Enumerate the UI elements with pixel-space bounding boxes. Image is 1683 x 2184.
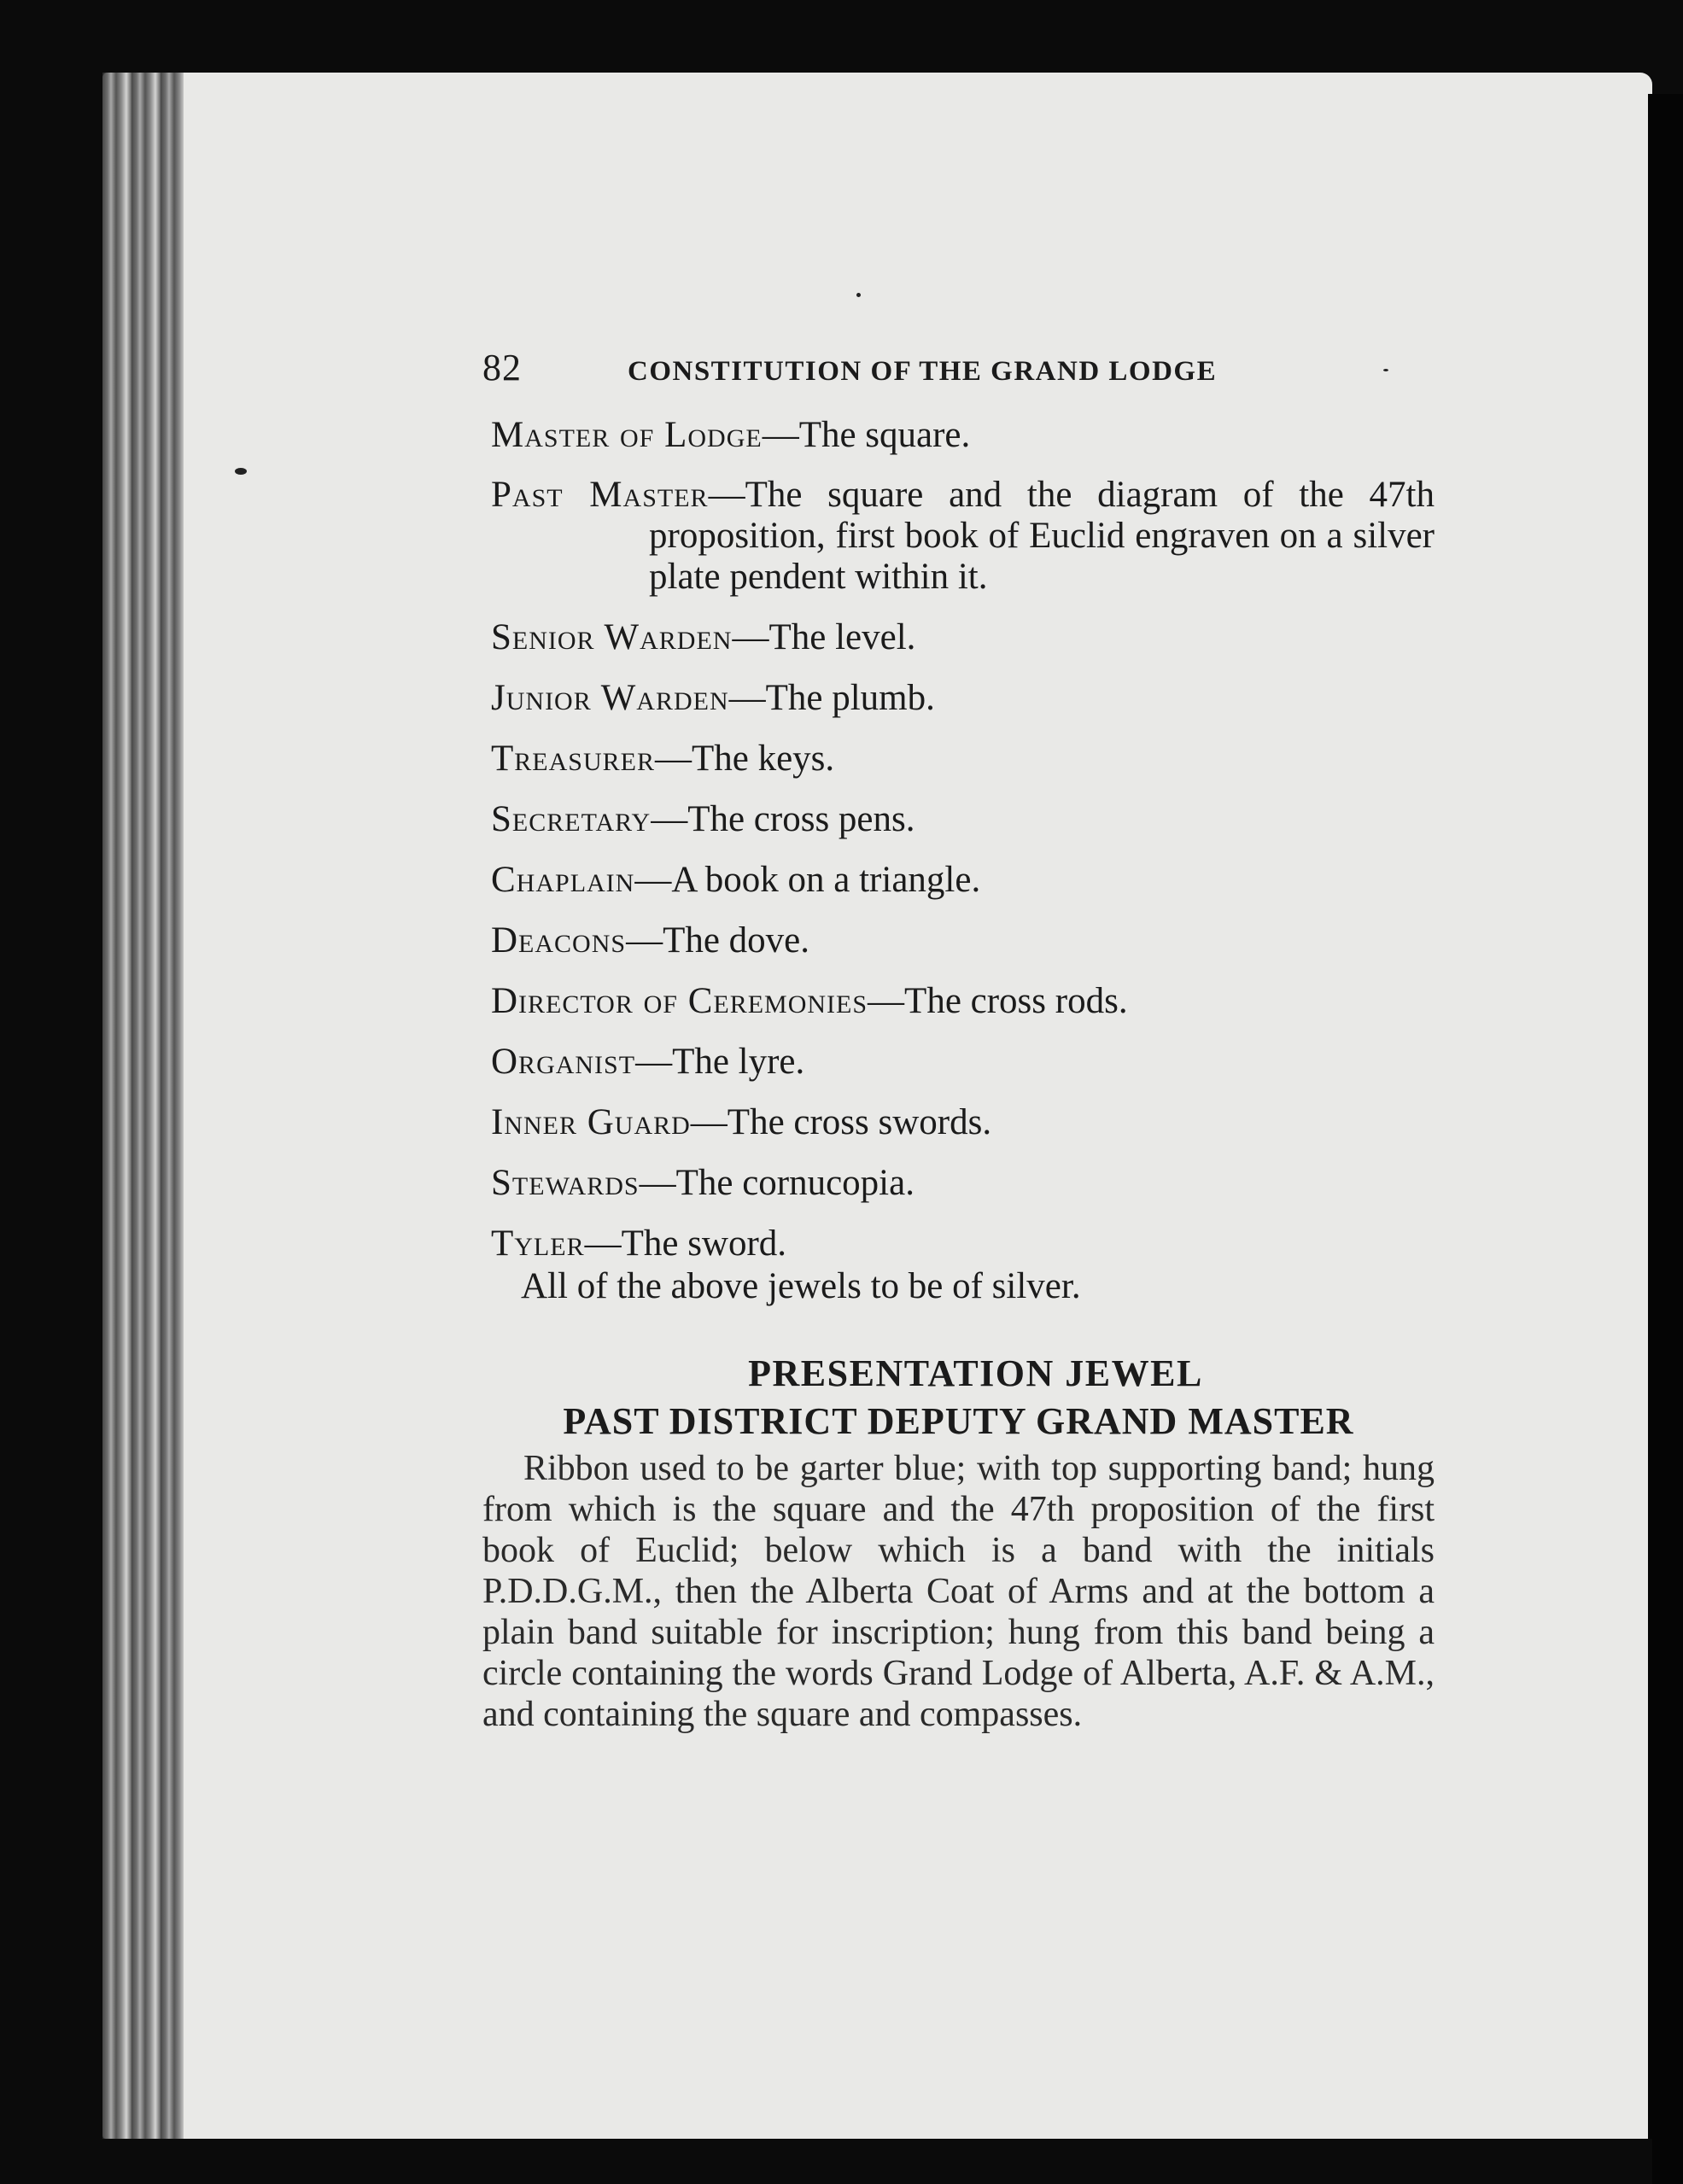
- jewel-description: The cornucopia.: [675, 1163, 915, 1203]
- list-item: [491, 1162, 1435, 1205]
- office-name: Secretary: [491, 799, 652, 839]
- jewel-description: The level.: [768, 617, 916, 657]
- section-body: Ribbon used to be garter blue; with top supporting band; hung from which is the square and the 47th proposition of the first book of Euclid; below which is a band with the initials P.D.D.G.M., then the Alberta Coat of Arms and at the bottom a plain band suitable for inscription; hung from this band being a circle containing the words Grand Lodge of Alberta, A.F. & A.M., and containing the square and compasses.: [482, 1449, 1435, 1734]
- separator: —: [654, 739, 692, 779]
- list-item: [491, 475, 1435, 598]
- separator: —: [868, 981, 905, 1021]
- jewel-description: The square.: [798, 415, 971, 455]
- bottom-page-shadow: [102, 2139, 1652, 2184]
- office-name: Deacons: [491, 920, 627, 961]
- list-item: [491, 920, 1435, 962]
- book-spine-edge: [102, 73, 184, 2139]
- office-name: Stewards: [491, 1163, 640, 1203]
- list-item: [491, 677, 1435, 720]
- running-head: CONSTITUTION OF THE GRAND LODGE: [628, 356, 1218, 387]
- section-title: PRESENTATION JEWEL: [748, 1352, 1203, 1394]
- jewel-description: The cross pens.: [687, 799, 915, 839]
- office-name: Past Master: [491, 475, 709, 515]
- jewel-description: The cross rods.: [904, 981, 1128, 1021]
- page-content: [482, 337, 1435, 1735]
- scan-speck: [235, 468, 247, 475]
- jewel-description: The square and the diagram of the 47th proposition, first book of Euclid engraven on a silver plate pendent within it.: [649, 475, 1435, 597]
- jewel-description: The sword.: [621, 1223, 787, 1264]
- section-subtitle: PAST DISTRICT DEPUTY GRAND MASTER: [563, 1400, 1354, 1442]
- scan-speck: [856, 293, 861, 297]
- office-name: Organist: [491, 1042, 636, 1082]
- jewel-description: The keys.: [691, 739, 835, 779]
- separator: —: [626, 920, 663, 961]
- separator: —: [651, 799, 688, 839]
- list-item: [491, 1041, 1435, 1083]
- office-name: Inner Guard: [491, 1102, 691, 1142]
- office-name: Treasurer: [491, 739, 655, 779]
- jewel-description: The cross swords.: [727, 1102, 992, 1142]
- office-name: Chaplain: [491, 860, 635, 900]
- office-name: Master of Lodge: [491, 415, 763, 455]
- separator: —: [635, 1042, 673, 1082]
- separator: —: [762, 415, 799, 455]
- office-name: Junior Warden: [491, 678, 729, 718]
- page-number: 82: [482, 347, 522, 388]
- separator: —: [708, 475, 745, 515]
- list-item: [491, 1101, 1435, 1144]
- right-page-shadow: [1648, 94, 1683, 2184]
- separator: —: [639, 1163, 676, 1203]
- separator: —: [690, 1102, 728, 1142]
- list-item: [491, 798, 1435, 841]
- office-name: Tyler: [491, 1223, 585, 1264]
- silver-note: All of the above jewels to be of silver.: [521, 1266, 1081, 1306]
- jewel-description: The dove.: [663, 920, 810, 961]
- list-item: [491, 414, 1435, 457]
- list-item: [491, 616, 1435, 659]
- list-item: [491, 980, 1435, 1023]
- separator: —: [732, 617, 769, 657]
- separator: —: [728, 678, 766, 718]
- office-name: Director of Ceremonies: [491, 981, 868, 1021]
- jewel-description: The plumb.: [765, 678, 935, 718]
- jewel-description: A book on a triangle.: [671, 860, 981, 900]
- list-item: [491, 1223, 1435, 1265]
- jewel-description: The lyre.: [672, 1042, 805, 1082]
- page-header: [482, 337, 1435, 406]
- office-name: Senior Warden: [491, 617, 733, 657]
- separator: —: [584, 1223, 622, 1264]
- list-item: [491, 859, 1435, 902]
- jewels-list: [482, 414, 1435, 1265]
- list-item: [491, 738, 1435, 780]
- separator: —: [634, 860, 672, 900]
